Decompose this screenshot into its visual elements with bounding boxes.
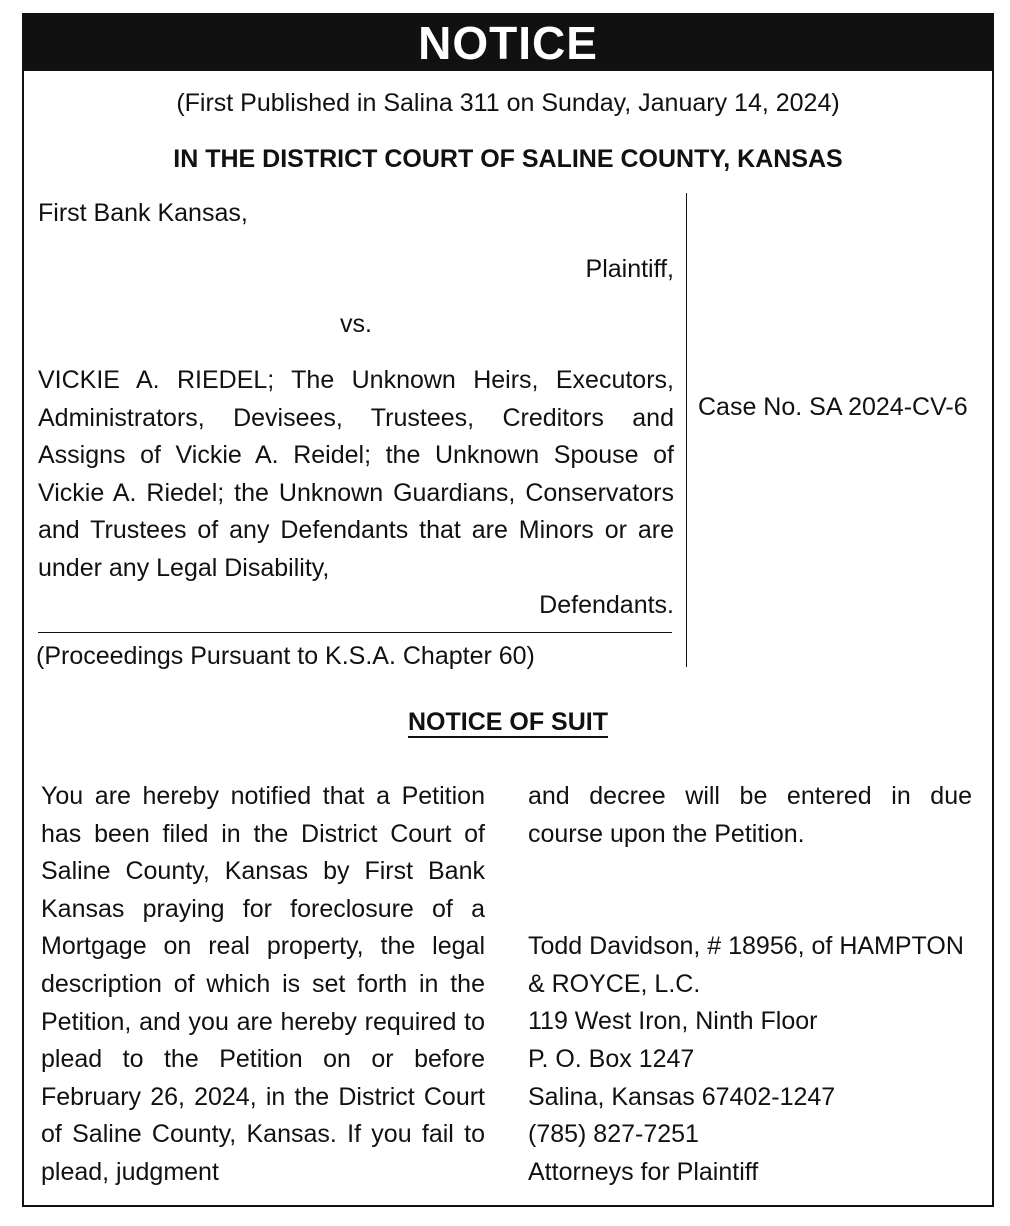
body-right-column (528, 778, 972, 1191)
plaintiff-name: First Bank Kansas, (38, 199, 248, 227)
versus-label: vs. (340, 310, 372, 338)
first-published-line: (First Published in Salina 311 on Sunday, January 14, 2024) (176, 89, 840, 117)
case-caption (38, 195, 674, 625)
case-number: Case No. SA 2024-CV-6 (698, 393, 968, 421)
proceedings-note: (Proceedings Pursuant to K.S.A. Chapter 60) (36, 642, 535, 670)
caption-vertical-divider (686, 193, 687, 667)
attorney-address-line: P. O. Box 1247 (528, 1044, 695, 1073)
attorney-address-line: 119 West Iron, Ninth Floor (528, 1007, 818, 1036)
attorney-line: Todd Davidson, # 18956, of HAMPTON (528, 932, 964, 961)
notice-frame (22, 13, 994, 1207)
notice-of-suit-title (24, 708, 992, 737)
defendants-names: VICKIE A. RIEDEL; The Unknown Heirs, Executors, Administrators, Devisees, Trustees, Creditors and Assigns of Vickie A. Reidel; the Unknown Spouse of Vickie A. Riedel; the Unknown Guardians, Conservators and Trustees of any Defendants that are Minors or are under any Legal Disability, (38, 366, 674, 582)
attorney-phone: (785) 827-7251 (528, 1120, 699, 1149)
plaintiff-label: Plaintiff, (585, 255, 674, 283)
body-right-text: and decree will be entered in due course upon the Petition. (528, 782, 972, 848)
attorney-address-line: Salina, Kansas 67402-1247 (528, 1082, 836, 1111)
court-heading: IN THE DISTRICT COURT OF SALINE COUNTY, KANSAS (173, 145, 843, 173)
attorney-block (528, 928, 972, 1191)
body-left-column: You are hereby notified that a Petition has been filed in the District Court of Saline County, Kansas by First Bank Kansas praying for foreclosure of a Mortgage on real property, the legal description of which is set forth in the Petition, and you are hereby required to plead to the Petition on or before February 26, 2024, in the District Court of Saline County, Kansas. If you fail to plead, judgment (41, 782, 485, 1186)
notice-of-suit-label: NOTICE OF SUIT (408, 708, 608, 736)
caption-divider (38, 632, 672, 633)
attorney-role: Attorneys for Plaintiff (528, 1157, 759, 1186)
defendants-label: Defendants. (539, 591, 674, 619)
attorney-line: & ROYCE, L.C. (528, 969, 701, 998)
notice-banner: NOTICE (24, 15, 992, 71)
